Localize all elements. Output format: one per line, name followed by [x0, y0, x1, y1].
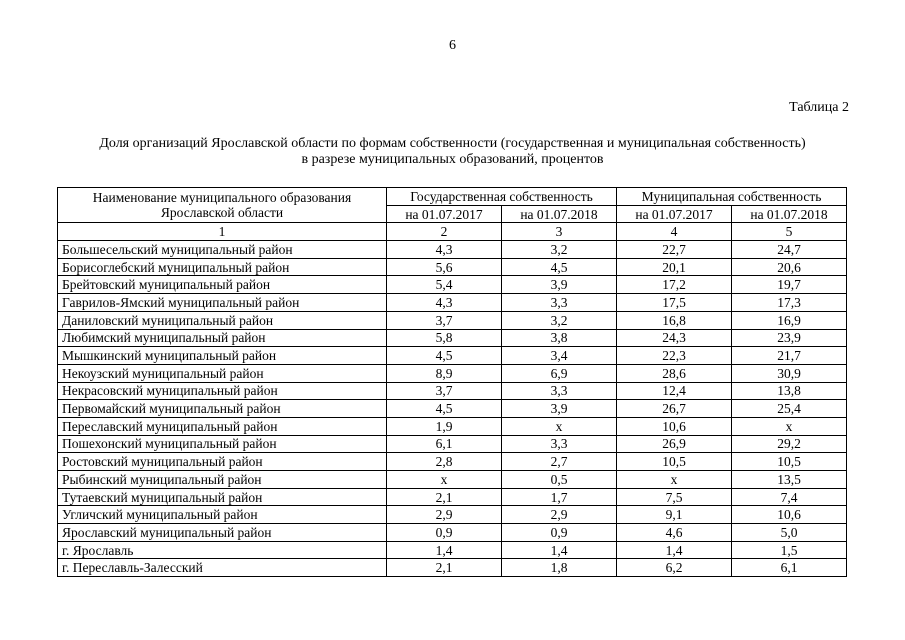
state-2017-value: 4,5 — [387, 400, 502, 418]
municipality-name: Некоузский муниципальный район — [58, 364, 387, 382]
municipal-2018-value: 21,7 — [732, 347, 847, 365]
municipal-2017-value: 22,3 — [617, 347, 732, 365]
page-number: 6 — [449, 38, 456, 53]
municipal-2017-value: 10,5 — [617, 453, 732, 471]
municipal-2018-value: 23,9 — [732, 329, 847, 347]
municipality-name: Любимский муниципальный район — [58, 329, 387, 347]
municipal-2018-value: 5,0 — [732, 524, 847, 542]
state-2018-value: 3,3 — [502, 435, 617, 453]
table-row — [58, 364, 847, 382]
municipal-2017-value: 17,5 — [617, 294, 732, 312]
municipality-name: г. Переславль-Залесский — [58, 559, 387, 577]
state-2017-value: 4,3 — [387, 241, 502, 259]
state-2018-value: 3,3 — [502, 382, 617, 400]
state-2017-value: 2,8 — [387, 453, 502, 471]
municipal-2017-value: 9,1 — [617, 506, 732, 524]
state-2017-value: 0,9 — [387, 524, 502, 542]
state-2017-value: 1,4 — [387, 541, 502, 559]
table-row — [58, 524, 847, 542]
municipal-2017-value: 4,6 — [617, 524, 732, 542]
municipality-name: Угличский муниципальный район — [58, 506, 387, 524]
column-number: 5 — [732, 223, 847, 241]
municipality-name: Мышкинский муниципальный район — [58, 347, 387, 365]
state-2017-value: 5,4 — [387, 276, 502, 294]
state-2017-value: 4,5 — [387, 347, 502, 365]
header-municipal-2017: на 01.07.2017 — [617, 205, 732, 223]
state-2018-value: х — [502, 417, 617, 435]
municipality-name: Ярославский муниципальный район — [58, 524, 387, 542]
state-2017-value: 1,9 — [387, 417, 502, 435]
state-2018-value: 1,7 — [502, 488, 617, 506]
municipal-2017-value: 26,7 — [617, 400, 732, 418]
municipality-name: Пошехонский муниципальный район — [58, 435, 387, 453]
municipal-2017-value: 1,4 — [617, 541, 732, 559]
table-row — [58, 541, 847, 559]
municipal-2017-value: 16,8 — [617, 311, 732, 329]
municipal-2018-value: 10,5 — [732, 453, 847, 471]
state-2018-value: 4,5 — [502, 258, 617, 276]
column-number: 4 — [617, 223, 732, 241]
municipal-2017-value: 28,6 — [617, 364, 732, 382]
state-2017-value: 5,6 — [387, 258, 502, 276]
municipal-2017-value: х — [617, 471, 732, 489]
state-2017-value: 2,9 — [387, 506, 502, 524]
municipal-2017-value: 26,9 — [617, 435, 732, 453]
municipal-2018-value: 17,3 — [732, 294, 847, 312]
municipal-2018-value: 13,8 — [732, 382, 847, 400]
municipal-2018-value: х — [732, 417, 847, 435]
state-2018-value: 2,7 — [502, 453, 617, 471]
municipal-2017-value: 17,2 — [617, 276, 732, 294]
municipal-2018-value: 20,6 — [732, 258, 847, 276]
table-row — [58, 329, 847, 347]
table-row — [58, 559, 847, 577]
table-row — [58, 453, 847, 471]
state-2018-value: 2,9 — [502, 506, 617, 524]
state-2018-value: 3,4 — [502, 347, 617, 365]
column-number: 2 — [387, 223, 502, 241]
municipal-2018-value: 16,9 — [732, 311, 847, 329]
municipal-2018-value: 24,7 — [732, 241, 847, 259]
municipal-2017-value: 10,6 — [617, 417, 732, 435]
municipality-name: Некрасовский муниципальный район — [58, 382, 387, 400]
municipal-2017-value: 24,3 — [617, 329, 732, 347]
municipal-2018-value: 19,7 — [732, 276, 847, 294]
municipal-2017-value: 20,1 — [617, 258, 732, 276]
municipal-2018-value: 10,6 — [732, 506, 847, 524]
state-2018-value: 3,2 — [502, 241, 617, 259]
table-row — [58, 276, 847, 294]
table-row — [58, 382, 847, 400]
table-row — [58, 417, 847, 435]
table-row — [58, 347, 847, 365]
header-state-ownership: Государственная собственность — [387, 188, 617, 206]
state-2017-value: 6,1 — [387, 435, 502, 453]
municipal-2018-value: 6,1 — [732, 559, 847, 577]
state-2017-value: 8,9 — [387, 364, 502, 382]
state-2018-value: 3,9 — [502, 276, 617, 294]
municipality-name: Даниловский муниципальный район — [58, 311, 387, 329]
column-number: 1 — [58, 223, 387, 241]
table-label: Таблица 2 — [789, 100, 849, 115]
table-row — [58, 258, 847, 276]
table-row — [58, 400, 847, 418]
municipal-2018-value: 1,5 — [732, 541, 847, 559]
table-row — [58, 488, 847, 506]
municipality-name: Тутаевский муниципальный район — [58, 488, 387, 506]
municipal-2018-value: 25,4 — [732, 400, 847, 418]
municipal-2018-value: 7,4 — [732, 488, 847, 506]
table-caption — [0, 136, 905, 168]
state-2017-value: 4,3 — [387, 294, 502, 312]
municipality-name: Борисоглебский муниципальный район — [58, 258, 387, 276]
municipality-name: Рыбинский муниципальный район — [58, 471, 387, 489]
state-2018-value: 3,8 — [502, 329, 617, 347]
municipality-name: Гаврилов-Ямский муниципальный район — [58, 294, 387, 312]
state-2018-value: 3,9 — [502, 400, 617, 418]
table-row — [58, 311, 847, 329]
municipality-name: Переславский муниципальный район — [58, 417, 387, 435]
municipality-name: Брейтовский муниципальный район — [58, 276, 387, 294]
state-2017-value: 2,1 — [387, 488, 502, 506]
municipality-name: Ростовский муниципальный район — [58, 453, 387, 471]
municipal-2017-value: 6,2 — [617, 559, 732, 577]
state-2018-value: 1,8 — [502, 559, 617, 577]
state-2017-value: 3,7 — [387, 382, 502, 400]
table-row — [58, 471, 847, 489]
state-2017-value: х — [387, 471, 502, 489]
header-municipal-ownership: Муниципальная собственность — [617, 188, 847, 206]
municipality-name: Первомайский муниципальный район — [58, 400, 387, 418]
header-name-line-2: Ярославской области — [160, 205, 284, 221]
state-2018-value: 3,3 — [502, 294, 617, 312]
header-municipality-name — [58, 188, 387, 223]
header-state-2017: на 01.07.2017 — [387, 205, 502, 223]
column-number-row — [58, 223, 847, 241]
municipal-2018-value: 29,2 — [732, 435, 847, 453]
ownership-share-table — [57, 187, 847, 577]
municipal-2017-value: 12,4 — [617, 382, 732, 400]
table-row — [58, 435, 847, 453]
column-number: 3 — [502, 223, 617, 241]
table-row — [58, 294, 847, 312]
municipality-name: Большесельский муниципальный район — [58, 241, 387, 259]
caption-line-1: Доля организаций Ярославской области по формам собственности (государственная и муниципальная собственность) — [99, 136, 806, 151]
state-2018-value: 0,5 — [502, 471, 617, 489]
header-name-line-1: Наименование муниципального образования — [92, 190, 352, 206]
caption-line-2: в разрезе муниципальных образований, процентов — [301, 152, 604, 167]
header-municipal-2018: на 01.07.2018 — [732, 205, 847, 223]
table-row — [58, 506, 847, 524]
municipal-2017-value: 22,7 — [617, 241, 732, 259]
municipal-2017-value: 7,5 — [617, 488, 732, 506]
state-2017-value: 5,8 — [387, 329, 502, 347]
state-2018-value: 3,2 — [502, 311, 617, 329]
state-2017-value: 2,1 — [387, 559, 502, 577]
state-2017-value: 3,7 — [387, 311, 502, 329]
municipal-2018-value: 30,9 — [732, 364, 847, 382]
table-row — [58, 241, 847, 259]
municipality-name: г. Ярославль — [58, 541, 387, 559]
state-2018-value: 1,4 — [502, 541, 617, 559]
municipal-2018-value: 13,5 — [732, 471, 847, 489]
state-2018-value: 0,9 — [502, 524, 617, 542]
header-state-2018: на 01.07.2018 — [502, 205, 617, 223]
state-2018-value: 6,9 — [502, 364, 617, 382]
